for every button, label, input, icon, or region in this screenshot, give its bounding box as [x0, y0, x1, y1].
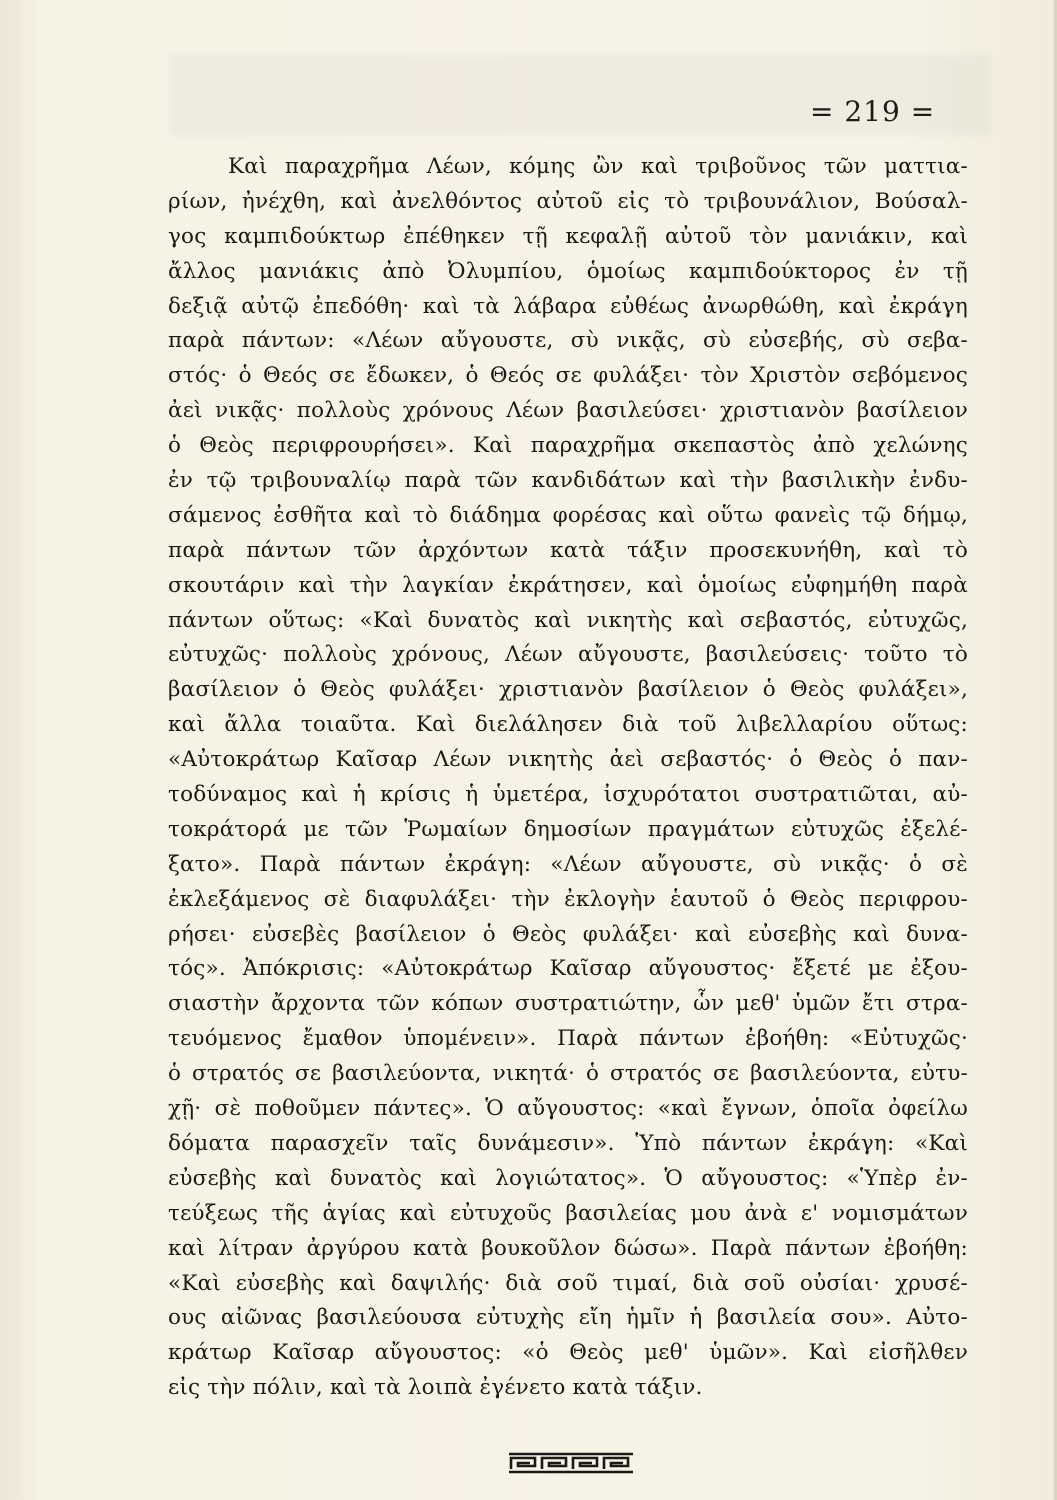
text-line: χῇ· σὲ ποθοῦμεν πάντες». Ὁ αὔγουστος: «καὶ ἔγνων, ὁποῖα ὀφείλω	[168, 1096, 968, 1122]
text-line: ρήσει· εὐσεβὲς βασίλειον ὁ Θεὸς φυλάξει· καὶ εὐσεβὴς καὶ δυνα-	[168, 921, 968, 947]
text-line: σάμενος ἐσθῆτα καὶ τὸ διάδημα φορέσας καὶ οὕτω φανεὶς τῷ δήμῳ,	[168, 502, 968, 528]
text-line: βασίλειον ὁ Θεὸς φυλάξει· χριστιανὸν βασίλειον ὁ Θεὸς φυλάξει»,	[168, 677, 968, 703]
text-line: κράτωρ Καῖσαρ αὔγουστος: «ὁ Θεὸς μεθ' ὑμῶν». Καὶ εἰσῆλθεν	[168, 1340, 968, 1366]
text-line: ὁ Θεὸς περιφρουρήσει». Καὶ παραχρῆμα σκεπαστὸς ἀπὸ χελώνης	[168, 433, 968, 459]
text-line: «Καὶ εὐσεβὴς καὶ δαψιλής· διὰ σοῦ τιμαί, διὰ σοῦ οὐσίαι· χρυσέ-	[168, 1270, 968, 1296]
text-line: ξατο». Παρὰ πάντων ἐκράγη: «Λέων αὔγουστε, σὺ νικᾷς· ὁ σὲ	[168, 851, 968, 877]
text-line: ἀεὶ νικᾷς· πολλοὺς χρόνους Λέων βασιλεύσει· χριστιανὸν βασίλειον	[168, 398, 968, 424]
text-line: εὐσεβὴς καὶ δυνατὸς καὶ λογιώτατος». Ὁ αὔγουστος: «Ὑπὲρ ἐν-	[168, 1165, 968, 1191]
text-line: παρὰ πάντων: «Λέων αὔγουστε, σὺ νικᾷς, σὺ εὐσεβής, σὺ σεβα-	[168, 328, 968, 354]
text-line: ους αἰῶνας βασιλεύουσα εὐτυχὴς εἴη ἡμῖν ἡ βασιλεία σου». Αὐτο-	[168, 1305, 968, 1331]
text-line: Καὶ παραχρῆμα Λέων, κόμης ὢν καὶ τριβοῦνος τῶν ματτια-	[228, 154, 968, 179]
text-line: τοδύναμος καὶ ἡ κρίσις ἡ ὑμετέρα, ἰσχυρότατοι συστρατιῶται, αὐ-	[168, 782, 968, 808]
text-line: σιαστὴν ἄρχοντα τῶν κόπων συστρατιώτην, ὧν μεθ' ὑμῶν ἔτι στρα-	[168, 991, 968, 1017]
text-line: παρὰ πάντων τῶν ἀρχόντων κατὰ τάξιν προσεκυνήθη, καὶ τὸ	[168, 537, 968, 563]
text-line: τοκράτορά με τῶν Ῥωμαίων δημοσίων πραγμάτων εὐτυχῶς ἐξελέ-	[168, 816, 968, 842]
text-line: σκουτάριν καὶ τὴν λαγκίαν ἐκράτησεν, καὶ ὁμοίως εὐφημήθη παρὰ	[168, 572, 968, 598]
text-line: καὶ λίτραν ἀργύρου κατὰ βουκοῦλον δώσω». Παρὰ πάντων ἐβοήθη:	[168, 1235, 968, 1261]
text-line: πάντων οὕτως: «Καὶ δυνατὸς καὶ νικητὴς καὶ σεβαστός, εὐτυχῶς,	[168, 607, 968, 633]
text-line: τεύξεως τῆς ἁγίας καὶ εὐτυχοῦς βασιλείας μου ἀνὰ ε' νομισμάτων	[168, 1200, 968, 1226]
text-line: τευόμενος ἔμαθον ὑπομένειν». Παρὰ πάντων ἐβοήθη: «Εὐτυχῶς·	[168, 1026, 968, 1052]
text-line: γος καμπιδούκτωρ ἐπέθηκεν τῇ κεφαλῇ αὐτοῦ τὸν μανιάκιν, καὶ	[168, 223, 968, 249]
text-line: καὶ ἄλλα τοιαῦτα. Καὶ διελάλησεν διὰ τοῦ λιβελλαρίου οὕτως:	[168, 712, 968, 738]
text-line: δεξιᾷ αὐτῷ ἐπεδόθη· καὶ τὰ λάβαρα εὐθέως ἀνωρθώθη, καὶ ἐκράγη	[168, 293, 968, 319]
text-line: εὐτυχῶς· πολλοὺς χρόνους, Λέων αὔγουστε, βασιλεύσεις· τοῦτο τὸ	[168, 642, 968, 668]
text-line: ἐν τῷ τριβουναλίῳ παρὰ τῶν κανδιδάτων καὶ τὴν βασιλικὴν ἐνδυ-	[168, 468, 968, 494]
page-number: = 219 =	[810, 95, 936, 128]
text-line: ἐκλεξάμενος σὲ διαφυλάξει· τὴν ἐκλογὴν ἑαυτοῦ ὁ Θεὸς περιφρου-	[168, 886, 968, 912]
greek-key-ornament-icon	[508, 1452, 634, 1474]
text-line: ρίων, ἠνέχθη, καὶ ἀνελθόντος αὐτοῦ εἰς τὸ τριβουνάλιον, Βούσαλ-	[168, 188, 968, 214]
text-line: δόματα παρασχεῖν ταῖς δυνάμεσιν». Ὑπὸ πάντων ἐκράγη: «Καὶ	[168, 1130, 968, 1156]
body-text	[168, 150, 968, 1406]
text-line: στός· ὁ Θεός σε ἔδωκεν, ὁ Θεός σε φυλάξει· τὸν Χριστὸν σεβόμενος	[168, 363, 968, 389]
text-line: εἰς τὴν πόλιν, καὶ τὰ λοιπὰ ἐγένετο κατὰ τάξιν.	[168, 1375, 703, 1401]
text-line: «Αὐτοκράτωρ Καῖσαρ Λέων νικητὴς ἀεὶ σεβαστός· ὁ Θεὸς ὁ παν-	[168, 747, 968, 773]
text-line: τός». Ἀπόκρισις: «Αὐτοκράτωρ Καῖσαρ αὔγουστος· ἔξετέ με ἐξου-	[168, 956, 968, 982]
text-line: ὁ στρατός σε βασιλεύοντα, νικητά· ὁ στρατός σε βασιλεύοντα, εὐτυ-	[168, 1061, 968, 1087]
text-line: ἄλλος μανιάκις ἀπὸ Ὀλυμπίου, ὁμοίως καμπιδούκτορος ἐν τῇ	[168, 258, 968, 284]
